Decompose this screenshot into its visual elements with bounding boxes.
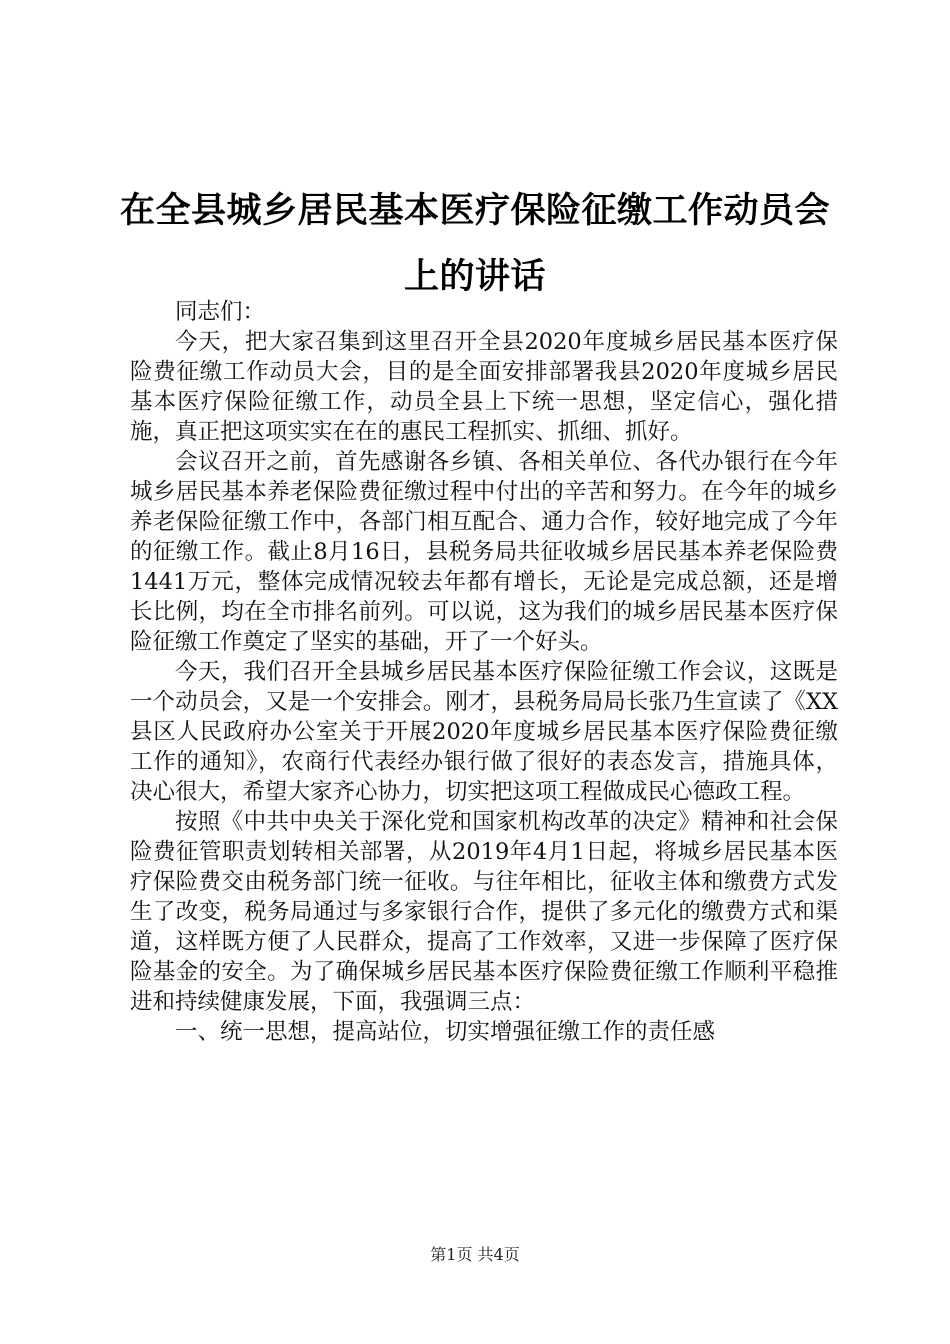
- section-heading-1: 一、统一思想，提高站位，切实增强征缴工作的责任感: [175, 1019, 716, 1045]
- page-number-footer: 第1页 共4页: [430, 1245, 520, 1264]
- document-title: 在全县城乡居民基本医疗保险征缴工作动员会上的讲话: [120, 191, 831, 297]
- paragraph-2: 会议召开之前，首先感谢各乡镇、各相关单位、各代办银行在今年城乡居民基本养老保险费征缴过程中付出的辛苦和努力。在今年的城乡养老保险征缴工作中，各部门相互配合、通力合作，较好地完成了今年的征缴工作。截止8月16日，县税务局共征收城乡居民基本养老保险费1441万元，整体完成情况较去年都有增长，无论是完成总额，还是增长比例，均在全市排名前列。可以说，这为我们的城乡居民基本医疗保险征缴工作奠定了坚实的基础，开了一个好头。: [130, 449, 838, 655]
- paragraph-3: 今天，我们召开全县城乡居民基本医疗保险征缴工作会议，这既是一个动员会，又是一个安排会。刚才，县税务局局长张乃生宣读了《XX县区人民政府办公室关于开展2020年度城乡居民基本医疗保险费征缴工作的通知》，农商行代表经办银行做了很好的表态发言，措施具体，决心很大，希望大家齐心协力，切实把这项工程做成民心德政工程。: [130, 659, 838, 805]
- paragraph-1: 今天，把大家召集到这里召开全县2020年度城乡居民基本医疗保险费征缴工作动员大会，目的是全面安排部署我县2020年度城乡居民基本医疗保险征缴工作，动员全县上下统一思想，坚定信心，强化措施，真正把这项实实在在的惠民工程抓实、抓细、抓好。: [130, 329, 838, 445]
- paragraph-4: 按照《中共中央关于深化党和国家机构改革的决定》精神和社会保险费征管职责划转相关部署，从2019年4月1日起，将城乡居民基本医疗保险费交由税务部门统一征收。与往年相比，征收主体和缴费方式发生了改变，税务局通过与多家银行合作，提供了多元化的缴费方式和渠道，这样既方便了人民群众，提高了工作效率，又进一步保障了医疗保险基金的安全。为了确保城乡居民基本医疗保险费征缴工作顺利平稳推进和持续健康发展，下面，我强调三点：: [130, 809, 838, 1015]
- salutation: 同志们：: [175, 299, 266, 325]
- document-body: [130, 297, 838, 1047]
